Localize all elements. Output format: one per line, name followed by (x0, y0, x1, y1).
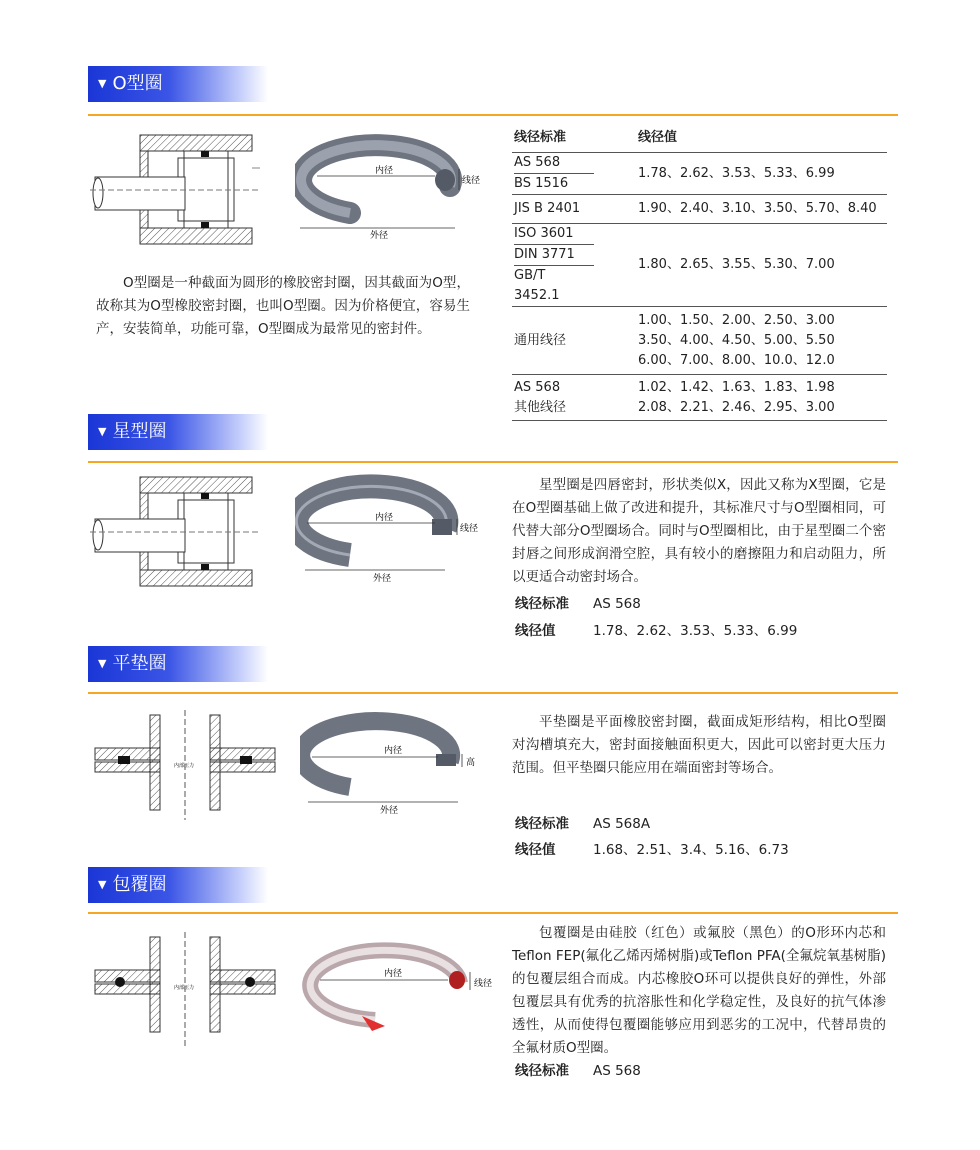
table-header: 线径标准 线径值 (512, 118, 887, 153)
table-row: ISO 3601 DIN 3771 GB/T 3452.1 1.80、2.65、3.55、5.30、7.00 (512, 224, 887, 307)
table-row: JIS B 2401 1.90、2.40、3.10、3.50、5.70、8.40 (512, 195, 887, 224)
flat-ring-3d-illustration (300, 705, 500, 820)
star-ring-groove-diagram (90, 472, 260, 592)
divider (88, 114, 898, 116)
divider (88, 912, 898, 914)
flat-ring-description: 平垫圈是平面橡胶密封圈，截面成矩形结构，相比O型圈对沟槽填充大，密封面接触面积更大，因此可以密封更大压力范围。但平垫圈只能应用在端面密封等场合。 (512, 714, 886, 776)
flat-ring-flange-diagram (90, 710, 280, 820)
o-ring-3d-illustration (295, 128, 505, 243)
svg-text:高: 高 (466, 758, 476, 768)
svg-text:内部压力: 内部压力 (174, 985, 195, 991)
svg-text:外径: 外径 (373, 574, 392, 584)
star-ring-standard: 线径标准 AS 568 (515, 596, 641, 612)
svg-text:内径: 内径 (375, 166, 394, 176)
o-ring-description: O型圈是一种截面为圆形的橡胶密封圈，因其截面为O型，故称其为O型橡胶密封圈，也叫O型圈。因为价格便宜，容易生产，安装简单，功能可靠，O型圈成为最常见的密封件。 (96, 275, 470, 337)
svg-text:外径: 外径 (370, 231, 389, 241)
svg-text:内径: 内径 (384, 746, 403, 756)
table-row: 通用线径 1.00、1.50、2.00、2.50、3.00 3.50、4.00、4.50、5.00、5.50 6.00、7.00、8.00、10.0、12.0 (512, 307, 887, 375)
star-ring-3d-illustration (295, 470, 505, 588)
caret-down-icon: ▼ (98, 878, 107, 891)
table-row: AS 568 BS 1516 1.78、2.62、3.53、5.33、6.99 (512, 153, 887, 195)
svg-text:线径: 线径 (460, 524, 479, 534)
svg-text:线径: 线径 (462, 176, 481, 186)
coated-ring-standard: 线径标准 AS 568 (515, 1063, 641, 1079)
svg-text:内径: 内径 (375, 513, 394, 523)
divider (88, 461, 898, 463)
svg-text:内径: 内径 (384, 969, 403, 979)
star-ring-values: 线径值 1.78、2.62、3.53、5.33、6.99 (515, 623, 798, 639)
section-header-coated-ring: ▼ 包覆圈 (88, 867, 268, 903)
caret-down-icon: ▼ (98, 425, 107, 438)
o-ring-groove-diagram (90, 130, 260, 250)
flat-ring-values: 线径值 1.68、2.51、3.4、5.16、6.73 (515, 842, 789, 858)
caret-down-icon: ▼ (98, 657, 107, 670)
coated-ring-3d-illustration (300, 928, 500, 1043)
svg-text:内部压力: 内部压力 (174, 763, 195, 769)
caret-down-icon: ▼ (98, 77, 107, 90)
svg-text:外径: 外径 (380, 806, 399, 816)
svg-text:线径: 线径 (474, 979, 493, 989)
divider (88, 692, 898, 694)
o-ring-size-table (512, 118, 887, 421)
section-header-star-ring: ▼ 星型圈 (88, 414, 268, 450)
section-header-o-ring: ▼ O型圈 (88, 66, 268, 102)
star-ring-description: 星型圈是四唇密封，形状类似X，因此又称为X型圈，它是在O型圈基础上做了改进和提升，其标准尺寸与O型圈相同，可代替大部分O型圈场合。同时与O型圈相比，由于星型圈二个密封唇之间形成润滑空腔，具有较小的磨擦阻力和启动阻力，所以更适合动密封场合。 (512, 477, 886, 585)
section-header-flat-ring: ▼ 平垫圈 (88, 646, 268, 682)
coated-ring-description: 包覆圈是由硅胶（红色）或氟胶（黑色）的O形环内芯和Teflon FEP(氟化乙烯丙烯树脂)或Teflon PFA(全氟烷氧基树脂)的包覆层组合而成。内芯橡胶O环可以提供良好的弹性，外部包覆层具有优秀的抗溶胀性和化学稳定性，及良好的抗气体渗透性，从而使得包覆圈能够应用到恶劣的工况中，代替昂贵的全氟材质O型圈。 (512, 925, 886, 1056)
coated-ring-flange-diagram (90, 932, 280, 1047)
table-row: AS 568 其他线径 1.02、1.42、1.63、1.83、1.98 2.08、2.21、2.46、2.95、3.00 (512, 375, 887, 421)
flat-ring-standard: 线径标准 AS 568A (515, 816, 651, 832)
